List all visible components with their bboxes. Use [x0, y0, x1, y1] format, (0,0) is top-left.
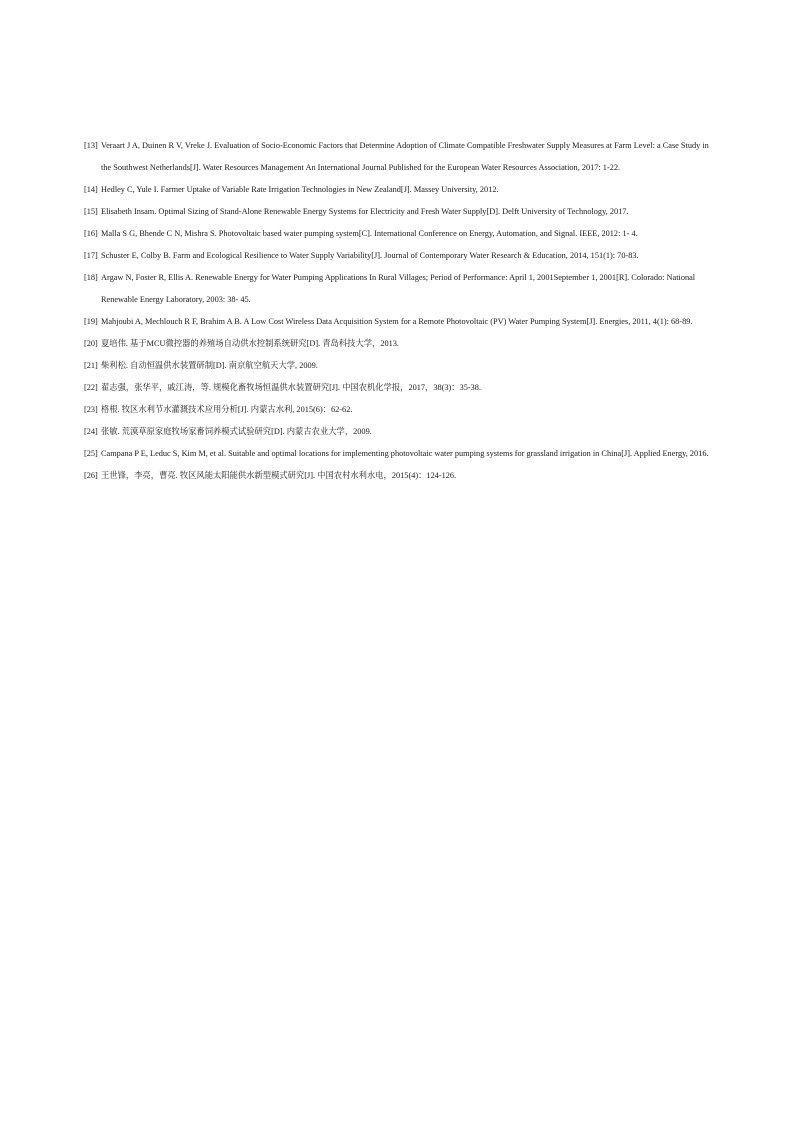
reference-number: [17]: [84, 251, 98, 260]
reference-item: [84, 465, 712, 487]
reference-text: Elisabeth Insam. Optimal Sizing of Stand-Alone Renewable Energy Systems for Electricity and Fresh Water Supply[D]. Delft University of Technology, 2017.: [101, 207, 629, 216]
reference-number: [13]: [84, 141, 98, 150]
reference-text: 柴利松. 自动恒温供水装置研制[D]. 南京航空航天大学, 2009.: [101, 361, 318, 370]
reference-number: [14]: [84, 185, 98, 194]
reference-item: [84, 421, 712, 443]
reference-number: [25]: [84, 449, 98, 458]
reference-item: [84, 355, 712, 377]
reference-item: [84, 333, 712, 355]
reference-text: Schuster E, Colby B. Farm and Ecological Resilience to Water Supply Variability[J]. Journal of Contemporary Water Research & Education, 2014, 151(1): 70-83.: [101, 251, 639, 260]
reference-item: [84, 399, 712, 421]
reference-list: [84, 135, 712, 487]
reference-item: [84, 245, 712, 267]
reference-number: [19]: [84, 317, 98, 326]
reference-item: [84, 179, 712, 201]
reference-item: [84, 311, 712, 333]
reference-text: 夏培伟. 基于MCU微控器的养殖场自动供水控制系统研究[D]. 青岛科技大学，2013.: [101, 339, 399, 348]
reference-number: [26]: [84, 471, 98, 480]
reference-item: [84, 135, 712, 179]
reference-item: [84, 443, 712, 465]
reference-item: [84, 223, 712, 245]
reference-text: 王世锋，李亮，曹亮. 牧区风能太阳能供水新型模式研究[J]. 中国农村水利水电，2015(4)：124-126.: [101, 471, 457, 480]
reference-number: [24]: [84, 427, 98, 436]
reference-number: [18]: [84, 273, 98, 282]
reference-number: [15]: [84, 207, 98, 216]
reference-text: Mahjoubi A, Mechlouch R F, Brahim A B. A Low Cost Wireless Data Acquisition System for a Remote Photovoltaic (PV) Water Pumping System[J]. Energies, 2011, 4(1): 68-89.: [101, 317, 693, 326]
reference-text: 翟志强，张华平，戚江涛，等. 规模化畜牧场恒温供水装置研究[J]. 中国农机化学报，2017，38(3)：35-38.: [101, 383, 482, 392]
reference-text: Veraart J A, Duinen R V, Vreke J. Evaluation of Socio-Economic Factors that Determine Adoption of Climate Compatible Freshwater Supply Measures at Farm Level: a Case Study in the Southwest Netherlands[J]. Water Resources Management An International Journal Published for the European Water Resources Association, 2017: 1-22.: [101, 141, 709, 172]
reference-text: Malla S G, Bhende C N, Mishra S. Photovoltaic based water pumping system[C]. International Conference on Energy, Automation, and Signal. IEEE, 2012: 1- 4.: [101, 229, 638, 238]
reference-item: [84, 267, 712, 311]
reference-item: [84, 201, 712, 223]
reference-item: [84, 377, 712, 399]
reference-text: 张敏. 荒漠草原家庭牧场家畜饲养模式试验研究[D]. 内蒙古农业大学，2009.: [101, 427, 372, 436]
reference-text: Argaw N, Foster R, Ellis A. Renewable Energy for Water Pumping Applications In Rural Villages; Period of Performance: April 1, 2001September 1, 2001[R]. Colorado: National Renewable Energy Laboratory, 2003: 38- 45.: [101, 273, 696, 304]
reference-number: [16]: [84, 229, 98, 238]
reference-number: [23]: [84, 405, 98, 414]
reference-text: 格根. 牧区水利节水灌溉技术应用分析[J]. 内蒙古水利, 2015(6)：62-62.: [101, 405, 353, 414]
reference-text: Hedley C, Yule I. Farmer Uptake of Variable Rate Irrigation Technologies in New Zealand[J]. Massey University, 2012.: [101, 185, 499, 194]
reference-number: [22]: [84, 383, 98, 392]
reference-number: [21]: [84, 361, 98, 370]
reference-number: [20]: [84, 339, 98, 348]
reference-text: Campana P E, Leduc S, Kim M, et al. Suitable and optimal locations for implementing photovoltaic water pumping systems for grassland irrigation in China[J]. Applied Energy, 2016.: [101, 449, 709, 458]
